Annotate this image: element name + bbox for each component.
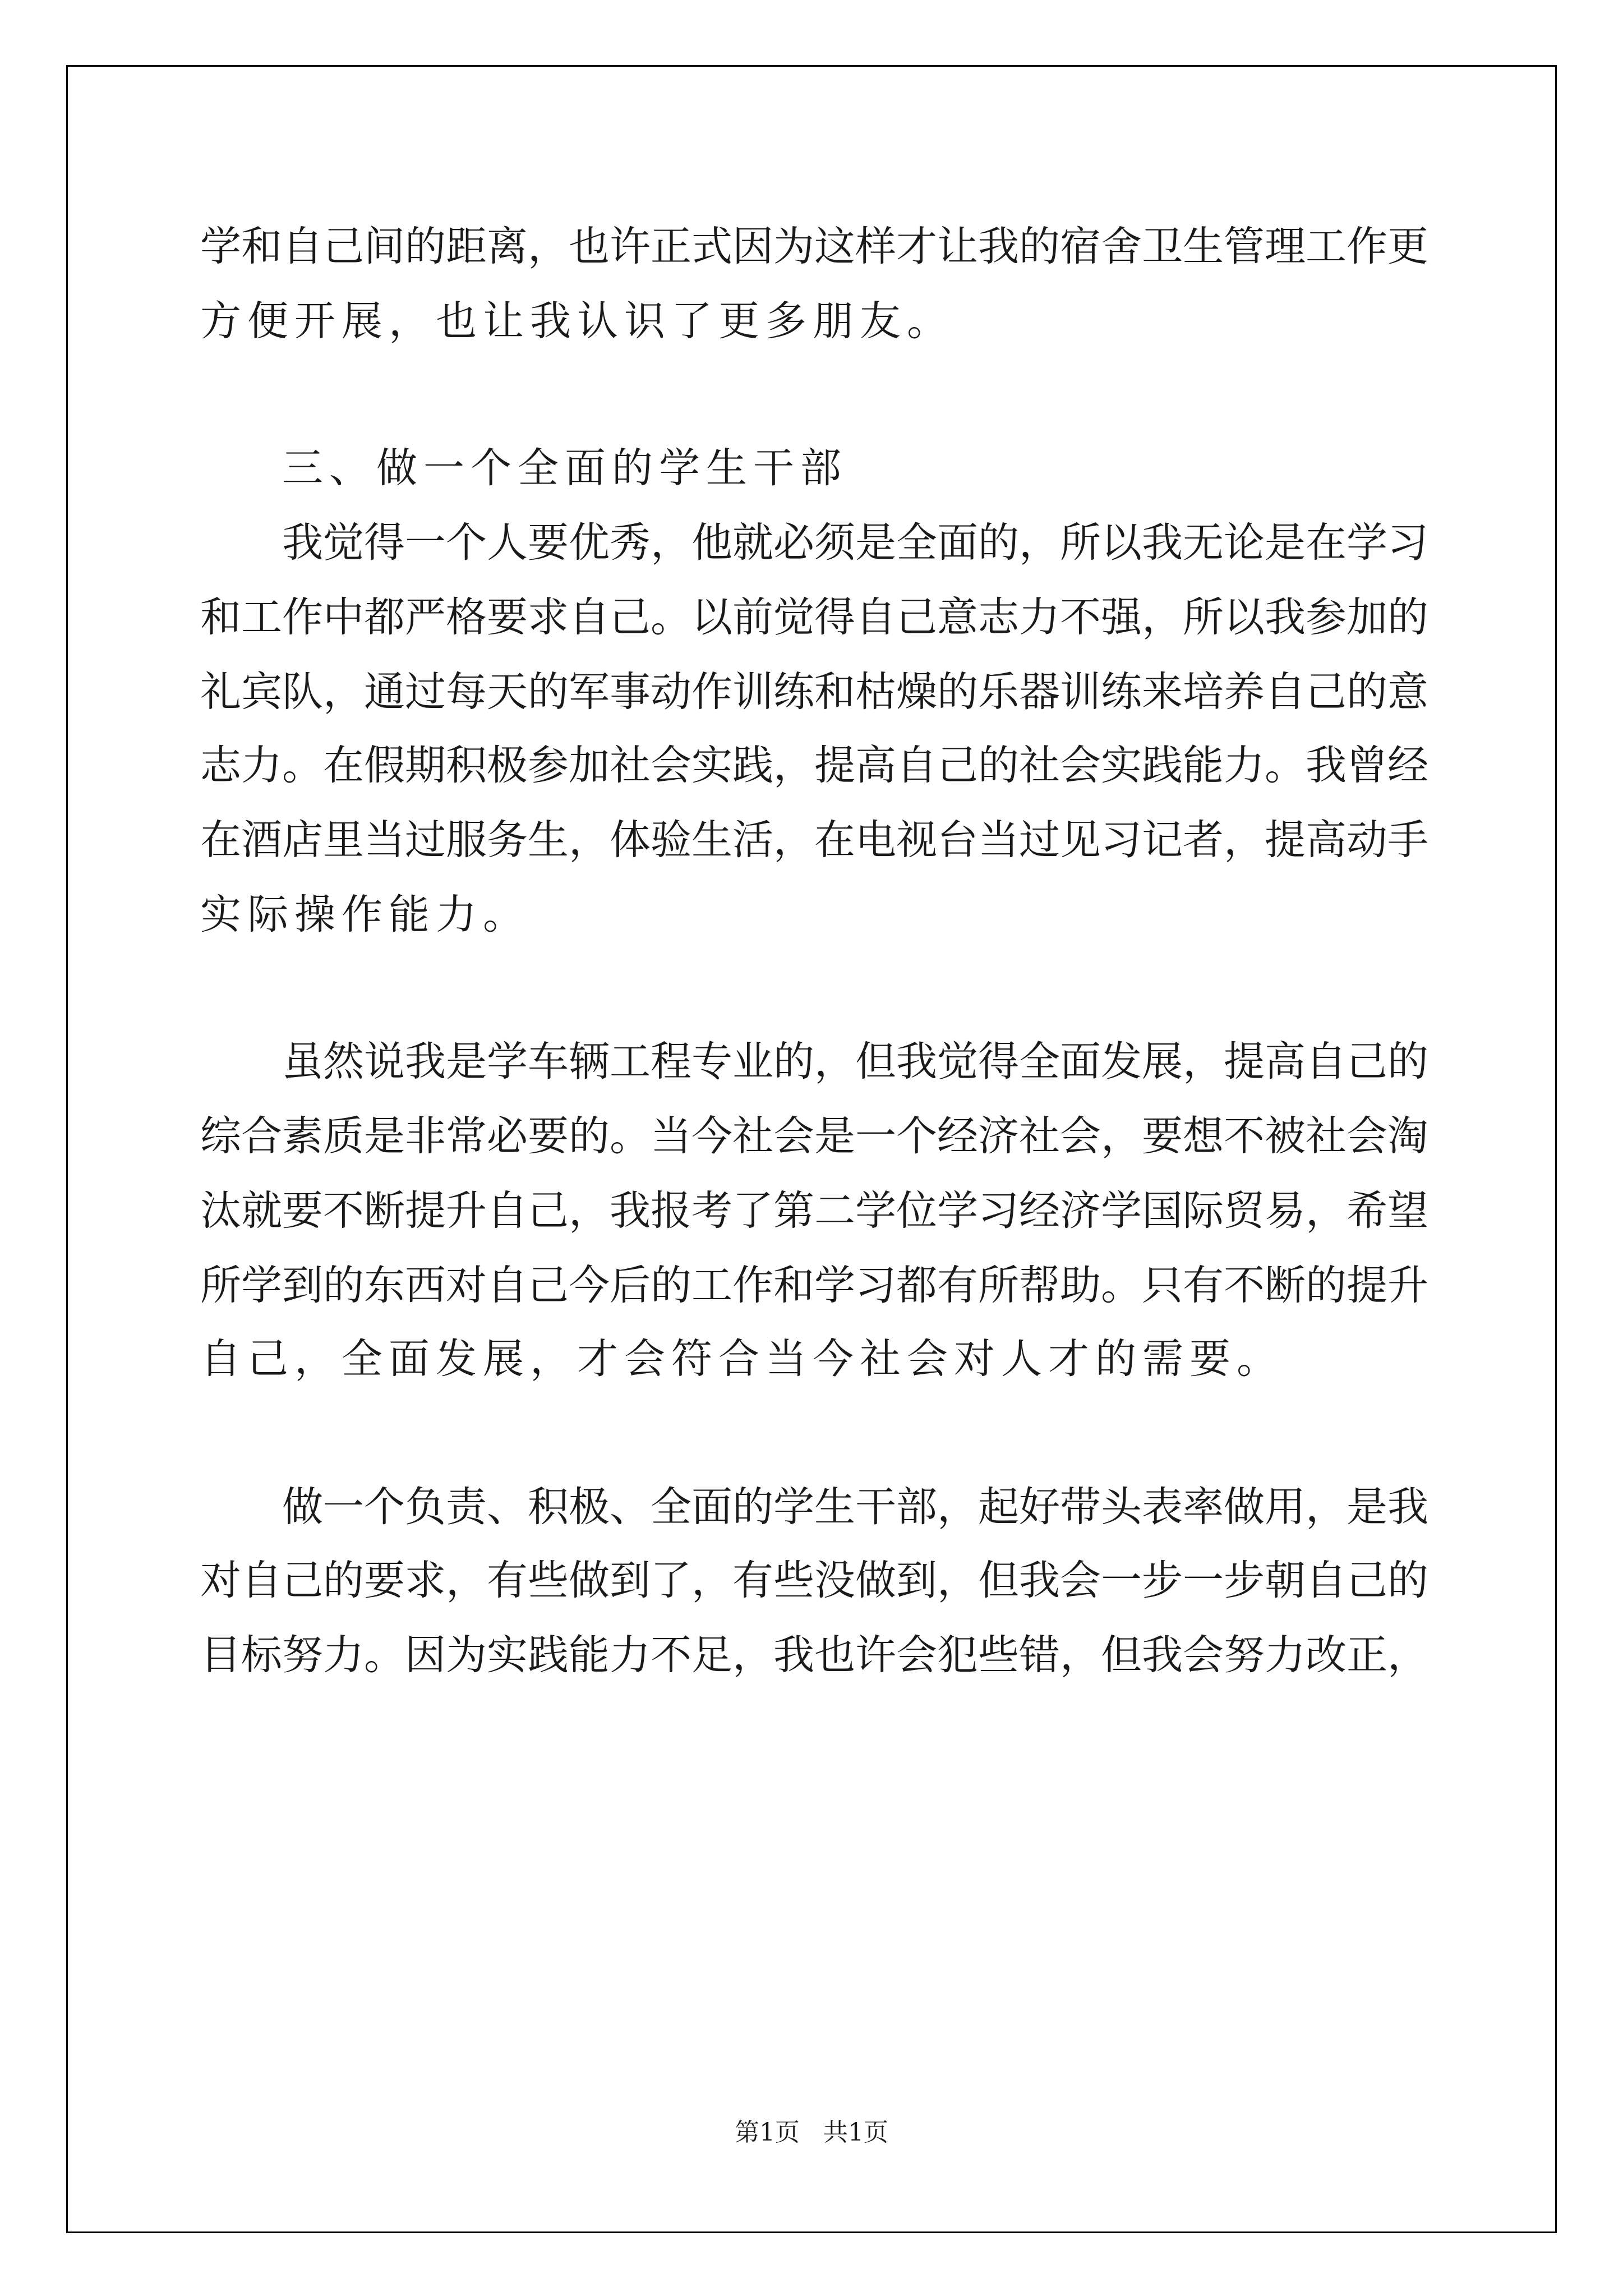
section-heading-3: 三、做一个全面的学生干部 [282,444,847,492]
body-line-15: 做一个负责、积极、全面的学生干部，起好带头表率做用，是我 [282,1483,1428,1531]
body-line-12: 汰就要不断提升自己，我报考了第二学位学习经济学国际贸易，希望 [200,1187,1428,1235]
body-line-1: 学和自己间的距离，也许正式因为这样才让我的宿舍卫生管理工作更 [200,223,1428,270]
body-line-17: 目标努力。因为实践能力不足，我也许会犯些错，但我会努力改正， [200,1631,1428,1679]
body-line-2: 方便开展，也让我认识了更多朋友。 [200,297,954,345]
body-line-14: 自己，全面发展，才会符合当今社会对人才的需要。 [200,1335,1284,1383]
body-line-6: 礼宾队，通过每天的军事动作训练和枯燥的乐器训练来培养自己的意 [200,668,1428,716]
body-line-13: 所学到的东西对自己今后的工作和学习都有所帮助。只有不断的提升 [200,1262,1428,1309]
body-line-4: 我觉得一个人要优秀，他就必须是全面的，所以我无论是在学习 [282,519,1428,567]
body-line-10: 虽然说我是学车辆工程专业的，但我觉得全面发展，提高自己的 [282,1038,1428,1085]
body-line-5: 和工作中都严格要求自己。以前觉得自己意志力不强，所以我参加的 [200,593,1428,641]
body-line-7: 志力。在假期积极参加社会实践，提高自己的社会实践能力。我曾经 [200,742,1428,789]
body-line-16: 对自己的要求，有些做到了，有些没做到，但我会一步一步朝自己的 [200,1557,1428,1604]
body-line-9: 实际操作能力。 [200,891,530,938]
page-footer: 第1页 共1页 [735,2118,888,2147]
body-line-11: 综合素质是非常必要的。当今社会是一个经济社会，要想不被社会淘 [200,1112,1428,1160]
body-line-8: 在酒店里当过服务生，体验生活，在电视台当过见习记者，提高动手 [200,816,1428,864]
